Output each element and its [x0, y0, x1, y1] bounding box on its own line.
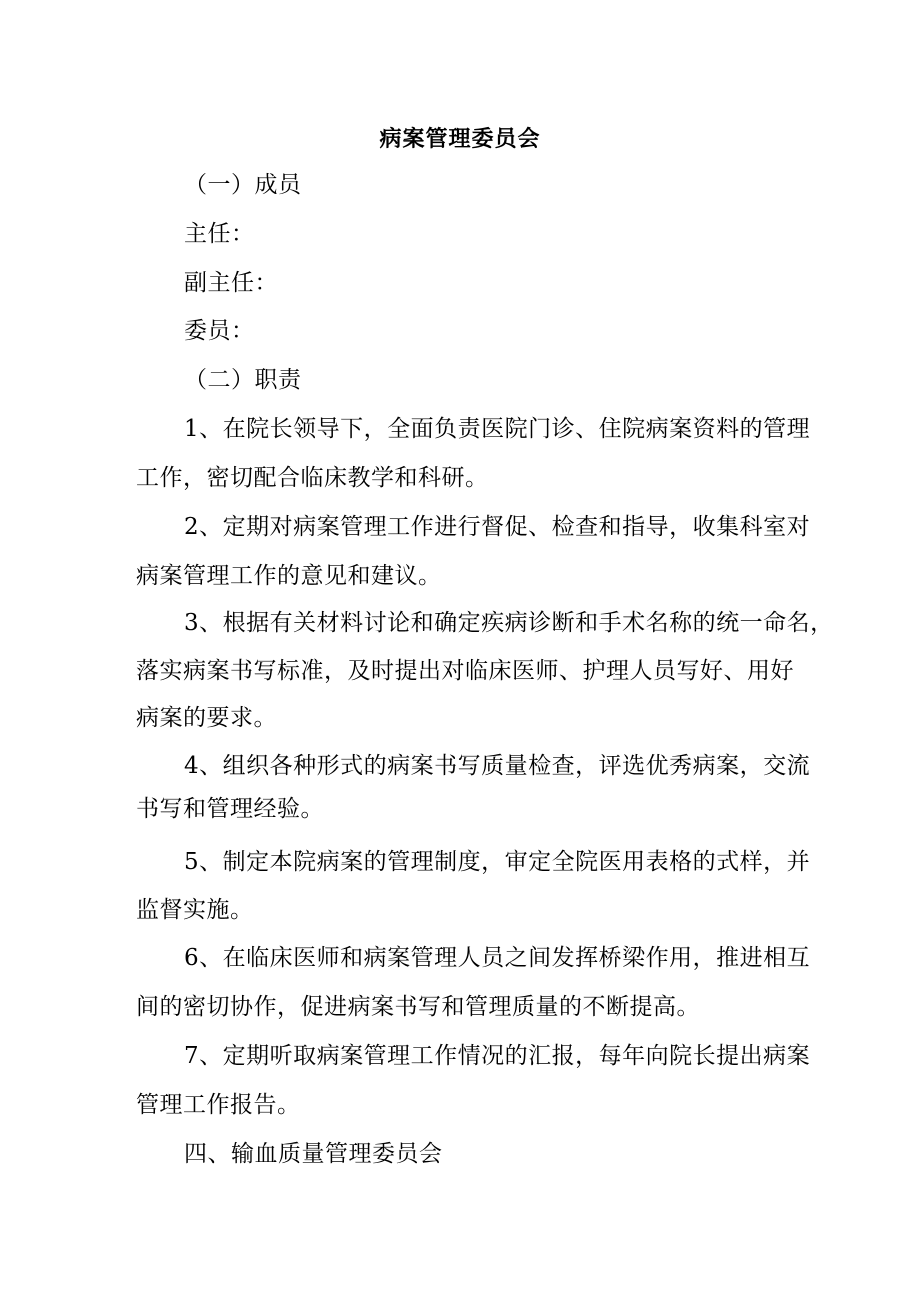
duty-item-5-line-2: 监督实施。: [136, 897, 254, 923]
duty-item-6-line-1: 6、在临床医师和病案管理人员之间发挥桥梁作用，推进相互: [184, 945, 811, 971]
duty-item-2-line-1: 2、定期对病案管理工作进行督促、检查和指导，收集科室对: [184, 514, 811, 540]
duty-item-3-line-2: 落实病案书写标准，及时提出对临床医师、护理人员写好、用好: [136, 658, 794, 684]
duty-item-7-line-1: 7、定期听取病案管理工作情况的汇报，每年向院长提出病案: [184, 1043, 811, 1069]
duty-item-2-line-2: 病案管理工作的意见和建议。: [136, 563, 442, 589]
duty-item-1-line-2: 工作，密切配合临床教学和科研。: [136, 465, 489, 491]
duty-item-4-line-1: 4、组织各种形式的病案书写质量检查，评选优秀病案，交流: [184, 753, 811, 779]
duty-item-3-line-3: 病案的要求。: [136, 705, 277, 731]
duty-item-4-line-2: 书写和管理经验。: [136, 796, 324, 822]
next-section-heading: 四、输血质量管理委员会: [184, 1141, 443, 1167]
members-label: 委员：: [184, 318, 255, 344]
duty-item-7-line-2: 管理工作报告。: [136, 1092, 301, 1118]
duty-item-3-line-1: 3、根据有关材料讨论和确定疾病诊断和手术名称的统一命名，: [184, 610, 834, 636]
duty-item-5-line-1: 5、制定本院病案的管理制度，审定全院医用表格的式样，并: [184, 849, 811, 875]
duty-item-6-line-2: 间的密切协作，促进病案书写和管理质量的不断提高。: [136, 994, 700, 1020]
section-heading-duties: （二）职责: [184, 367, 302, 393]
deputy-director-label: 副主任：: [184, 270, 278, 296]
duty-item-1-line-1: 1、在院长领导下，全面负责医院门诊、住院病案资料的管理: [184, 416, 811, 442]
document-title: 病案管理委员会: [379, 126, 541, 152]
director-label: 主任：: [184, 221, 255, 247]
section-heading-members: （一）成员: [184, 172, 302, 198]
